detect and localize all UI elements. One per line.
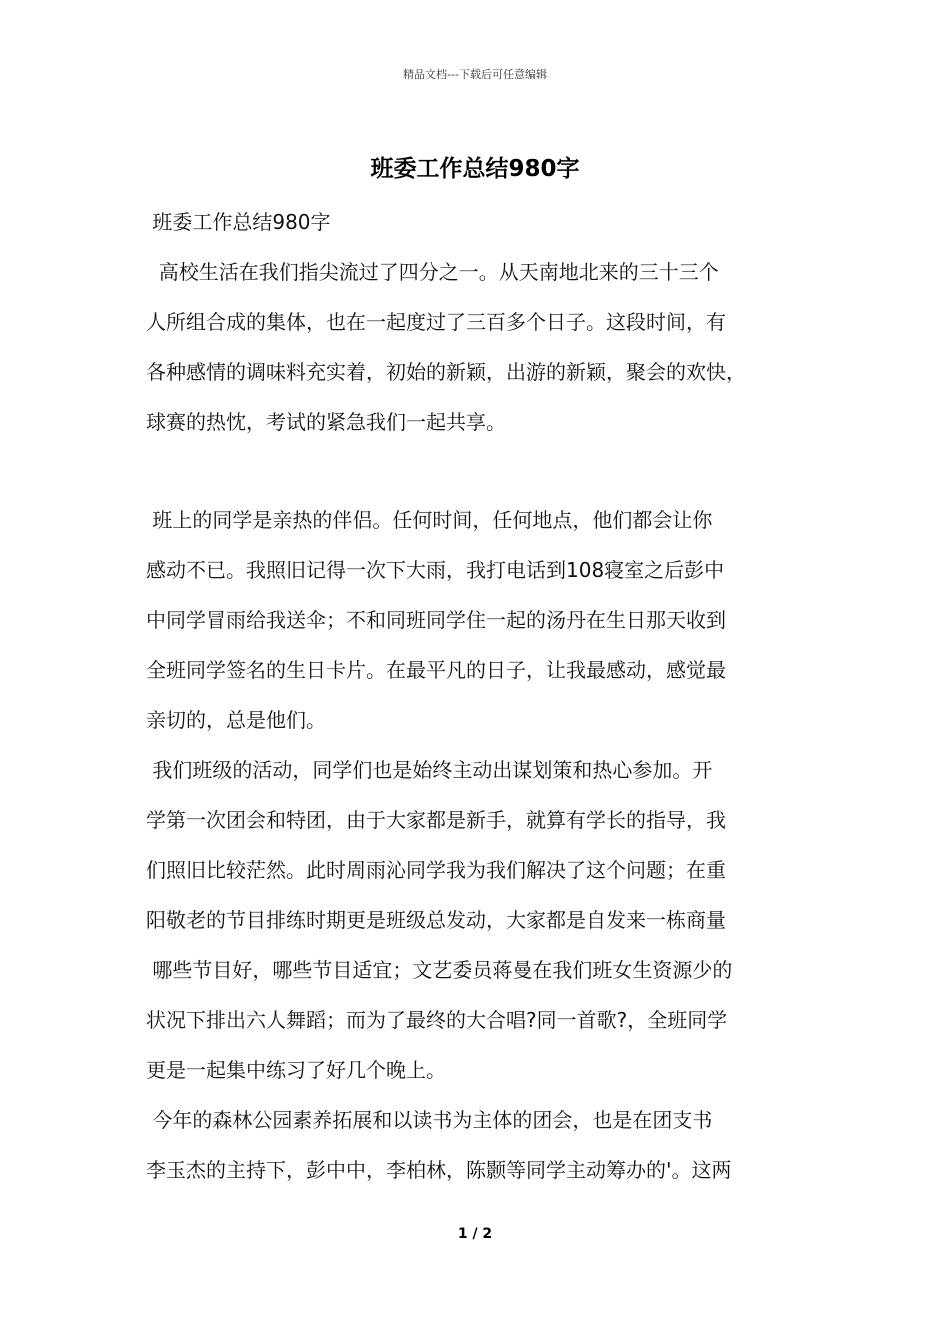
- body-line: 更是一起集中练习了好几个晚上。: [146, 1058, 446, 1082]
- body-line: 状况下排出六人舞蹈；而为了最终的大合唱?同一首歌?，全班同学: [146, 1008, 728, 1032]
- body-line: 学第一次团会和特团，由于大家都是新手，就算有学长的指导，我: [146, 808, 726, 832]
- body-line: 李玉杰的主持下，彭中中，李柏林，陈颢等同学主动筹办的'。这两: [146, 1158, 732, 1182]
- document-body: [146, 206, 810, 1204]
- body-line: 各种感情的调味料充实着，初始的新颖，出游的新颖，聚会的欢快，: [146, 360, 746, 384]
- body-line: 今年的森林公园素养拓展和以读书为主体的团会，也是在团支书: [146, 1108, 713, 1132]
- body-line: 球赛的热忱，考试的紧急我们一起共享。: [146, 410, 506, 434]
- subtitle-line: 班委工作总结980字: [146, 210, 331, 234]
- body-line: 哪些节目好，哪些节目适宜；文艺委员蒋曼在我们班女生资源少的: [146, 958, 733, 982]
- body-line: 中同学冒雨给我送伞；不和同班同学住一起的汤丹在生日那天收到: [146, 608, 726, 632]
- document-title: 班委工作总结980字: [370, 156, 580, 182]
- body-line: 高校生活在我们指尖流过了四分之一。从天南地北来的三十三个: [146, 260, 719, 284]
- body-line: 阳敬老的节目排练时期更是班级总发动，大家都是自发来一栋商量: [146, 908, 726, 932]
- body-line: 人所组合成的集体，也在一起度过了三百多个日子。这段时间，有: [146, 310, 726, 334]
- page-number: 1 / 2: [457, 1226, 493, 1242]
- paragraph-gap: [146, 456, 810, 504]
- page-header: 精品文档---下载后可任意编辑: [403, 68, 547, 81]
- body-line: 们照旧比较茫然。此时周雨沁同学我为我们解决了这个问题；在重: [146, 858, 726, 882]
- body-line: 感动不已。我照旧记得一次下大雨，我打电话到108寝室之后彭中: [146, 558, 725, 582]
- body-line: 全班同学签名的生日卡片。在最平凡的日子，让我最感动，感觉最: [146, 658, 726, 682]
- body-line: 班上的同学是亲热的伴侣。任何时间，任何地点，他们都会让你: [146, 508, 713, 532]
- body-line: 我们班级的活动，同学们也是始终主动出谋划策和热心参加。开: [146, 758, 713, 782]
- body-line: 亲切的，总是他们。: [146, 708, 326, 732]
